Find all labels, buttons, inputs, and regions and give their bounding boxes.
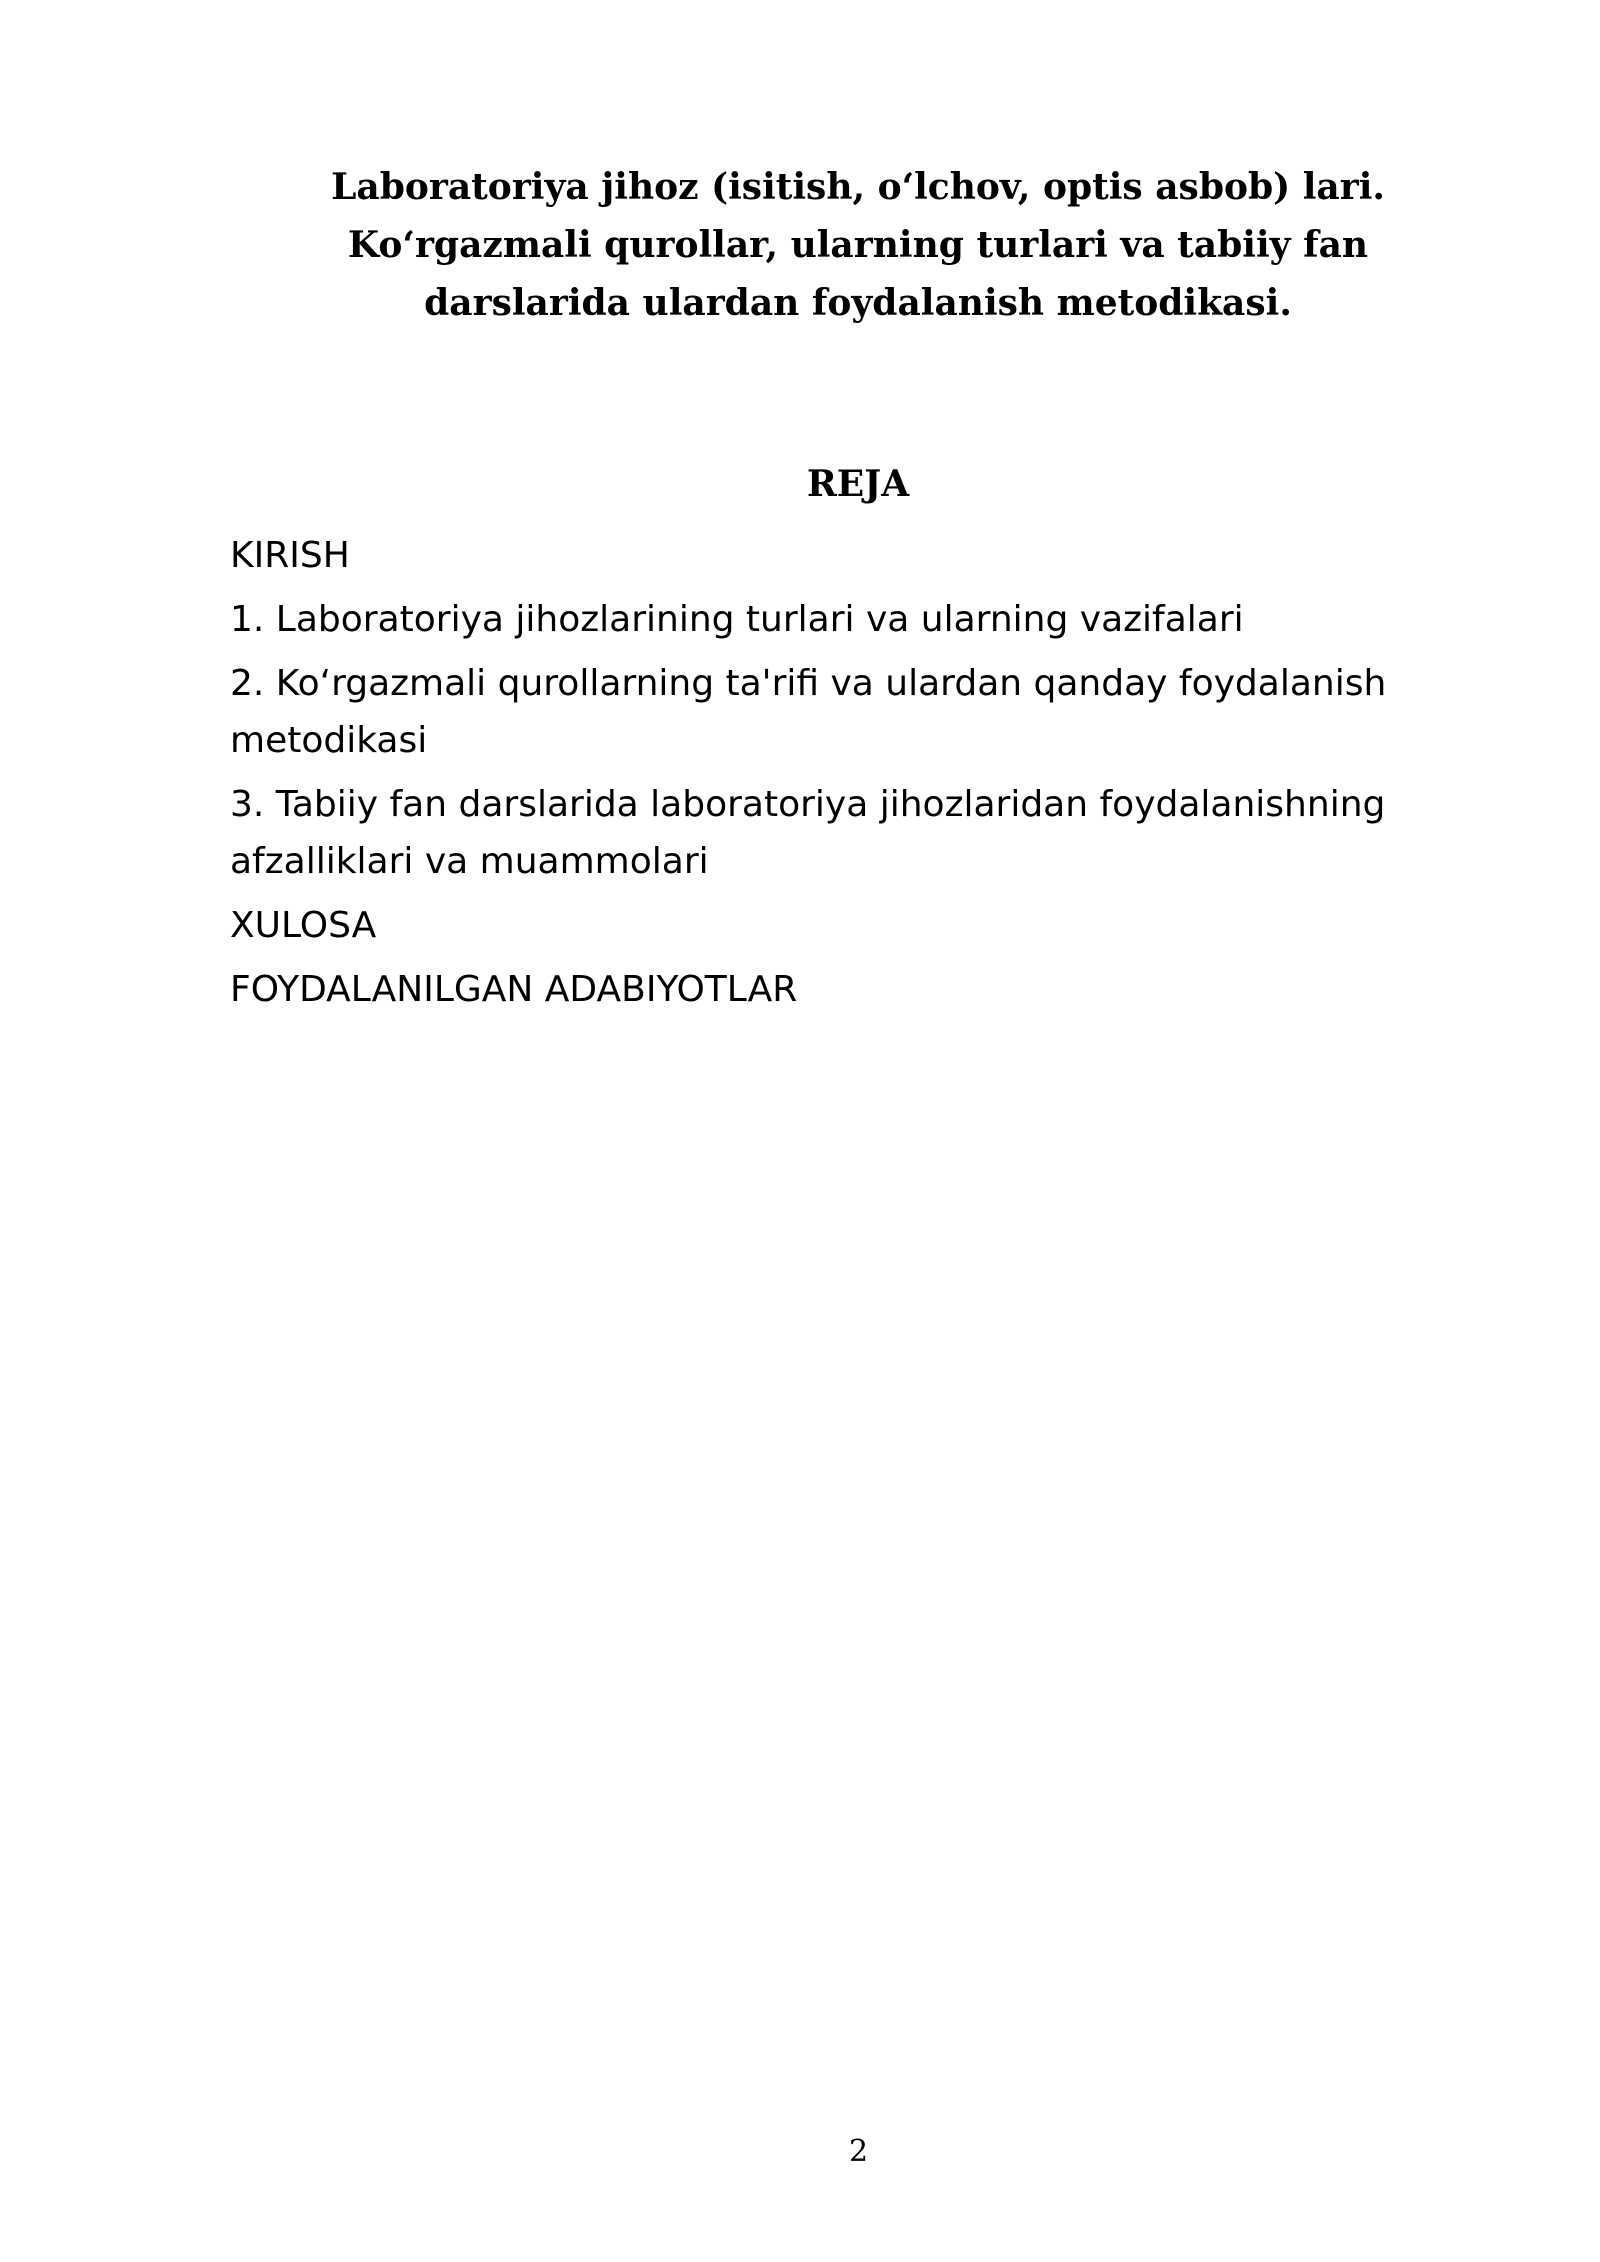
plan-heading: REJA <box>806 463 910 505</box>
document-title-line: darslarida ulardan foydalanish metodikasi. <box>424 282 1292 324</box>
plan-item-1: 1. Laboratoriya jihozlarining turlari va ularning vazifalari <box>230 599 1244 640</box>
document-title <box>228 158 1488 332</box>
document-title-line: Ko‘rgazmali qurollar, ularning turlari va tabiiy fan <box>347 224 1369 266</box>
plan-item-3: 3. Tabiiy fan darslarida laboratoriya jihozlaridan foydalanishning afzalliklari va muammolari <box>230 784 1386 882</box>
document-title-line: Laboratoriya jihoz (isitish, o‘lchov, optis asbob) lari. <box>331 166 1385 208</box>
plan-list <box>230 527 1530 1025</box>
plan-item-references: FOYDALANILGAN ADABIYOTLAR <box>230 969 798 1010</box>
plan-item-conclusion: XULOSA <box>230 905 377 946</box>
page-number: 2 <box>848 2134 869 2169</box>
plan-item-introduction: KIRISH <box>230 535 350 576</box>
plan-item-2: 2. Ko‘rgazmali qurollarning ta'rifi va ulardan qanday foydalanish metodikasi <box>230 663 1387 761</box>
